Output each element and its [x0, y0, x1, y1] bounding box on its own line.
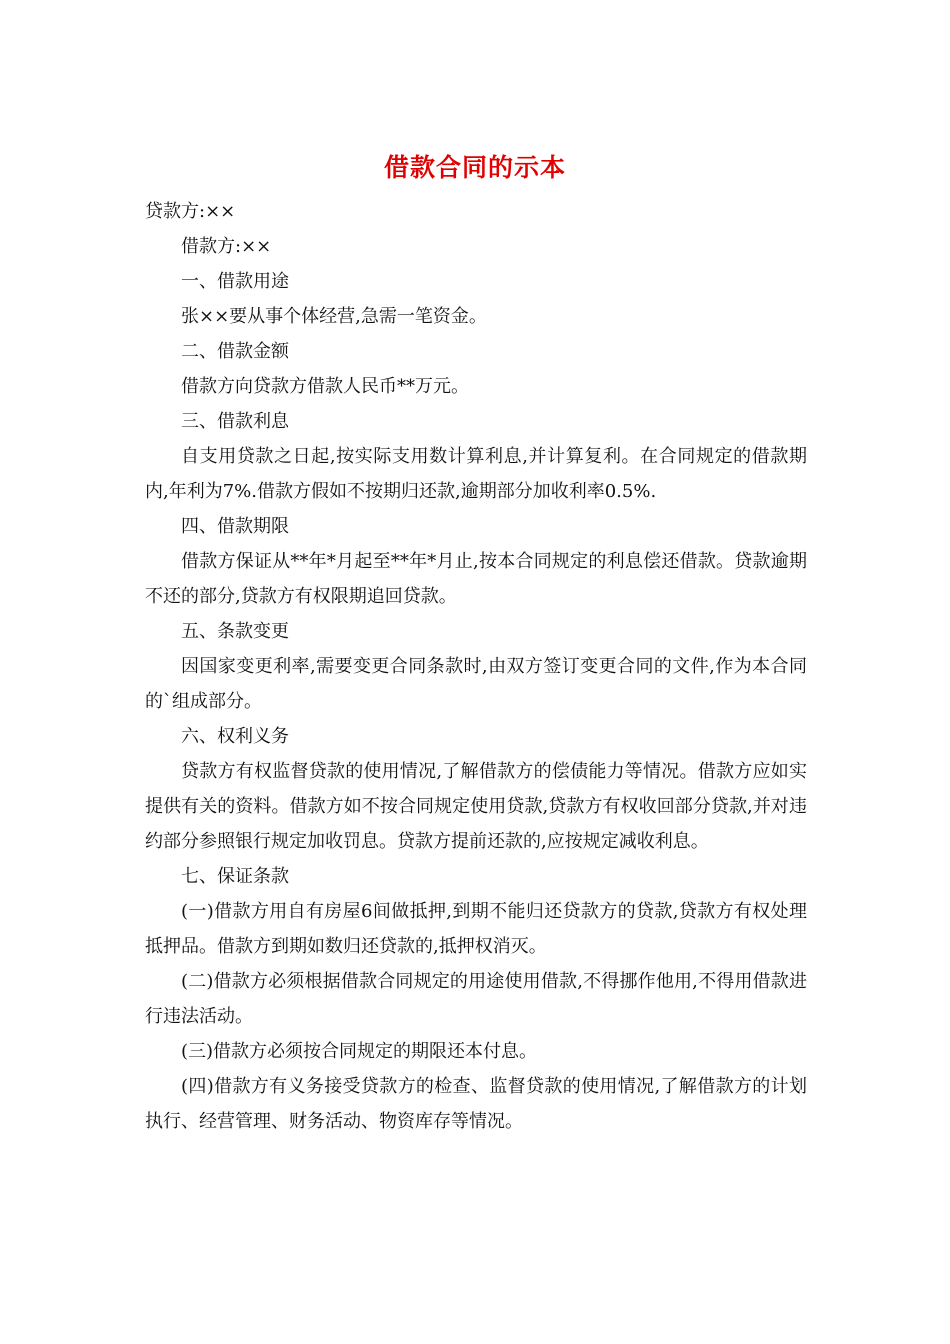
document-body	[145, 194, 807, 1139]
paragraph-interest: 自支用贷款之日起,按实际支用数计算利息,并计算复利。在合同规定的借款期内,年利为7%.借款方假如不按期归还款,逾期部分加收利率0.5%.	[145, 446, 807, 502]
paragraph-change: 因国家变更利率,需要变更合同条款时,由双方签订变更合同的文件,作为本合同的`组成部分。	[145, 656, 807, 712]
section-heading-amount: 二、借款金额	[181, 341, 289, 362]
paragraph-guarantee-1: (一)借款方用自有房屋6间做抵押,到期不能归还贷款方的贷款,贷款方有权处理抵押品。借款方到期如数归还贷款的,抵押权消灭。	[145, 901, 807, 957]
borrower-line: 借款方:××	[181, 236, 272, 257]
section-heading-change: 五、条款变更	[181, 621, 289, 642]
lender-line: 贷款方:××	[145, 201, 236, 222]
paragraph-rights: 贷款方有权监督贷款的使用情况,了解借款方的偿债能力等情况。借款方应如实提供有关的资料。借款方如不按合同规定使用贷款,贷款方有权收回部分贷款,并对违约部分参照银行规定加收罚息。贷款方提前还款的,应按规定减收利息。	[145, 761, 807, 852]
section-heading-rights: 六、权利义务	[181, 726, 289, 747]
section-heading-purpose: 一、借款用途	[181, 271, 289, 292]
document-title: 借款合同的示本	[383, 153, 566, 182]
paragraph-guarantee-3: (三)借款方必须按合同规定的期限还本付息。	[181, 1041, 538, 1062]
section-heading-guarantee: 七、保证条款	[181, 866, 289, 887]
paragraph-term: 借款方保证从**年*月起至**年*月止,按本合同规定的利息偿还借款。贷款逾期不还的部分,贷款方有权限期追回贷款。	[145, 551, 807, 607]
paragraph-guarantee-4: (四)借款方有义务接受贷款方的检查、监督贷款的使用情况,了解借款方的计划执行、经营管理、财务活动、物资库存等情况。	[145, 1076, 807, 1132]
paragraph-guarantee-2: (二)借款方必须根据借款合同规定的用途使用借款,不得挪作他用,不得用借款进行违法活动。	[145, 971, 807, 1027]
paragraph-amount: 借款方向贷款方借款人民币**万元。	[181, 376, 469, 397]
section-heading-term: 四、借款期限	[181, 516, 289, 537]
paragraph-purpose: 张××要从事个体经营,急需一笔资金。	[181, 306, 487, 327]
section-heading-interest: 三、借款利息	[181, 411, 289, 432]
